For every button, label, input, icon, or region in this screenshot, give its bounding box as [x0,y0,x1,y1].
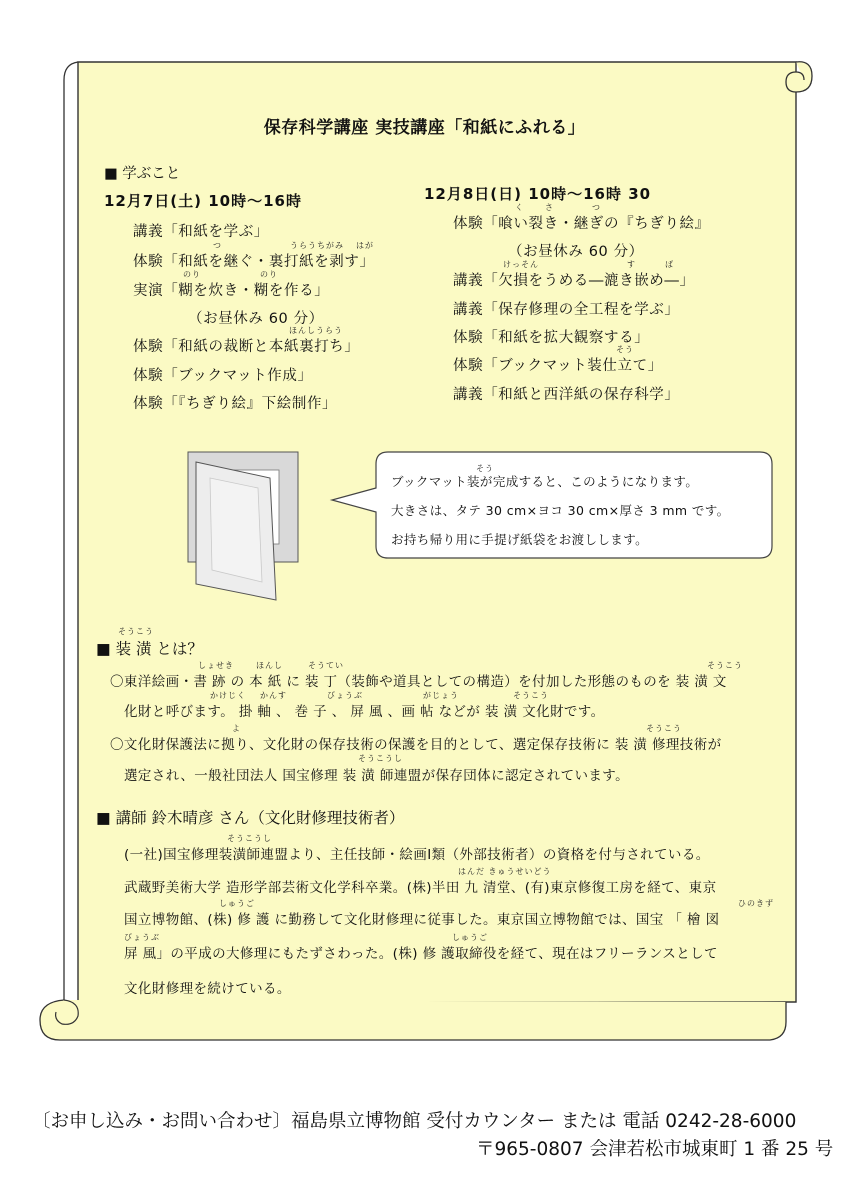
ruby: そう [616,345,634,354]
ruby: がじょう [423,691,459,700]
soukou-heading: ■ 装 潢 とは？ [96,640,203,658]
soukou-line: 〇文化財保護法に拠り、文化財の保存技術の保護を目的として、選定保存技術に 装 潢 修理技術が [110,737,722,753]
ruby: そうこうし [227,834,272,843]
lecturer-line: 武蔵野美術大学 造形学部芸術文化学科卒業。(株)半田 九 清堂、(有)東京修復工房を経て、東京 [124,880,717,896]
day2-item: 体験「ブックマット装仕立て」 [453,358,663,374]
soukou-line: 化財と呼びます。 掛 軸 、 巻 子 、 屏 風 、画 帖 などが 装 潢 文化財です。 [124,704,605,720]
ruby: そう [476,464,494,473]
day2-date: 12月8日(日) 10時〜16時 30 [424,185,652,203]
ruby: そうこう [646,724,682,733]
ruby: そうてい [308,661,344,670]
day1-item: 体験「ブックマット作成」 [133,368,313,384]
soukou-line: 選定され、一般社団法人 国宝修理 装 潢 師連盟が保存団体に認定されています。 [124,768,629,784]
contact-info: 〔お申し込み・お問い合わせ〕福島県立博物館 受付カウンター または 電話 0242-28-6000 [32,1111,797,1132]
day1-item: 体験「和紙を継ぐ・裏打紙を剥す」 [133,254,375,270]
lecturer-line: 屏 風」の平成の大修理にもたずさわった。(株) 修 護取締役を経て、現在はフリーランスとして [124,946,718,962]
lecturer-line: 国立博物館、(株) 修 護 に勤務して文化財修理に従事した。東京国立博物館では、国宝 「 檜 図 [124,912,720,928]
ruby: さ [545,203,554,212]
ruby: ば [665,260,674,269]
scroll-left-top-fold [64,62,78,1000]
ruby: びょうぶ [327,691,363,700]
ruby: ほんしうらう [289,326,343,335]
ruby: かんす [260,691,287,700]
day1-item: 講義「和紙を学ぶ」 [133,224,269,240]
ruby: うらうちがみ [290,241,344,250]
ruby: はが [356,241,374,250]
scroll-bottom-curl [40,1000,786,1040]
day1-item: 体験「和紙の裁断と本紙裏打ち」 [133,339,360,355]
ruby: そうこう [118,627,154,636]
day2-item: 体験「喰い裂き・継ぎの『ちぎり絵』 [453,216,710,232]
ruby: のり [183,270,201,279]
page-title: 保存科学講座 実技講座「和紙にふれる」 [263,118,586,138]
ruby: そうこう [513,691,549,700]
bubble-line: ブックマット装が完成すると、このようになります。 [391,474,699,489]
bubble-line: 大きさは、タテ 30 cm×ヨコ 30 cm×厚さ 3 mm です。 [391,503,730,518]
ruby: す [627,260,636,269]
ruby: のり [260,270,278,279]
ruby: つ [213,241,222,250]
learn-heading: ■ 学ぶこと [104,166,181,182]
lecturer-line: (一社)国宝修理装潢師連盟より、主任技師・絵画Ⅰ類（外部技術者）の資格を付与されている。 [124,847,710,863]
ruby: ひのきず [738,899,774,908]
lecturer-heading: ■ 講師 鈴木晴彦 さん（文化財修理技術者） [96,809,405,827]
day2-item: （お昼休み 60 分） [508,244,644,260]
day1-date: 12月7日(土) 10時〜16時 [104,192,302,210]
day1-item: 実演「糊を炊き・糊を作る」 [133,283,330,299]
ruby: かけじく [210,691,246,700]
ruby: はんだ きゅうせいどう [458,867,552,876]
day2-item: 講義「欠損をうめる―漉き嵌め―」 [453,273,695,289]
address: 〒965-0807 会津若松市城東町 1 番 25 号 [476,1139,834,1160]
day2-item: 講義「和紙と西洋紙の保存科学」 [453,387,680,403]
ruby: つ [592,203,601,212]
ruby: そうこう [707,661,743,670]
ruby: ほんし [256,661,283,670]
ruby: けっそん [503,260,539,269]
lecturer-line: 文化財修理を続けている。 [124,981,291,997]
ruby: しょせき [198,661,234,670]
ruby: く [515,203,524,212]
day2-item: 講義「保存修理の全工程を学ぶ」 [453,302,680,318]
ruby: よ [232,724,241,733]
day1-item: 体験「『ちぎり絵』下絵制作」 [133,396,338,412]
bubble-line: お持ち帰り用に手提げ紙袋をお渡しします。 [391,532,649,547]
ruby: びょうぶ [124,933,160,942]
ruby: しゅうご [219,899,255,908]
soukou-line: 〇東洋絵画・書 跡 の 本 紙 に 装 丁（装飾や道具としての構造）を付加した形態のものを 装 潢 文 [110,674,727,690]
ruby: そうこうし [358,754,403,763]
ruby: しゅうご [452,933,488,942]
day2-item: 体験「和紙を拡大観察する」 [453,330,650,346]
day1-item: （お昼休み 60 分） [188,311,324,327]
